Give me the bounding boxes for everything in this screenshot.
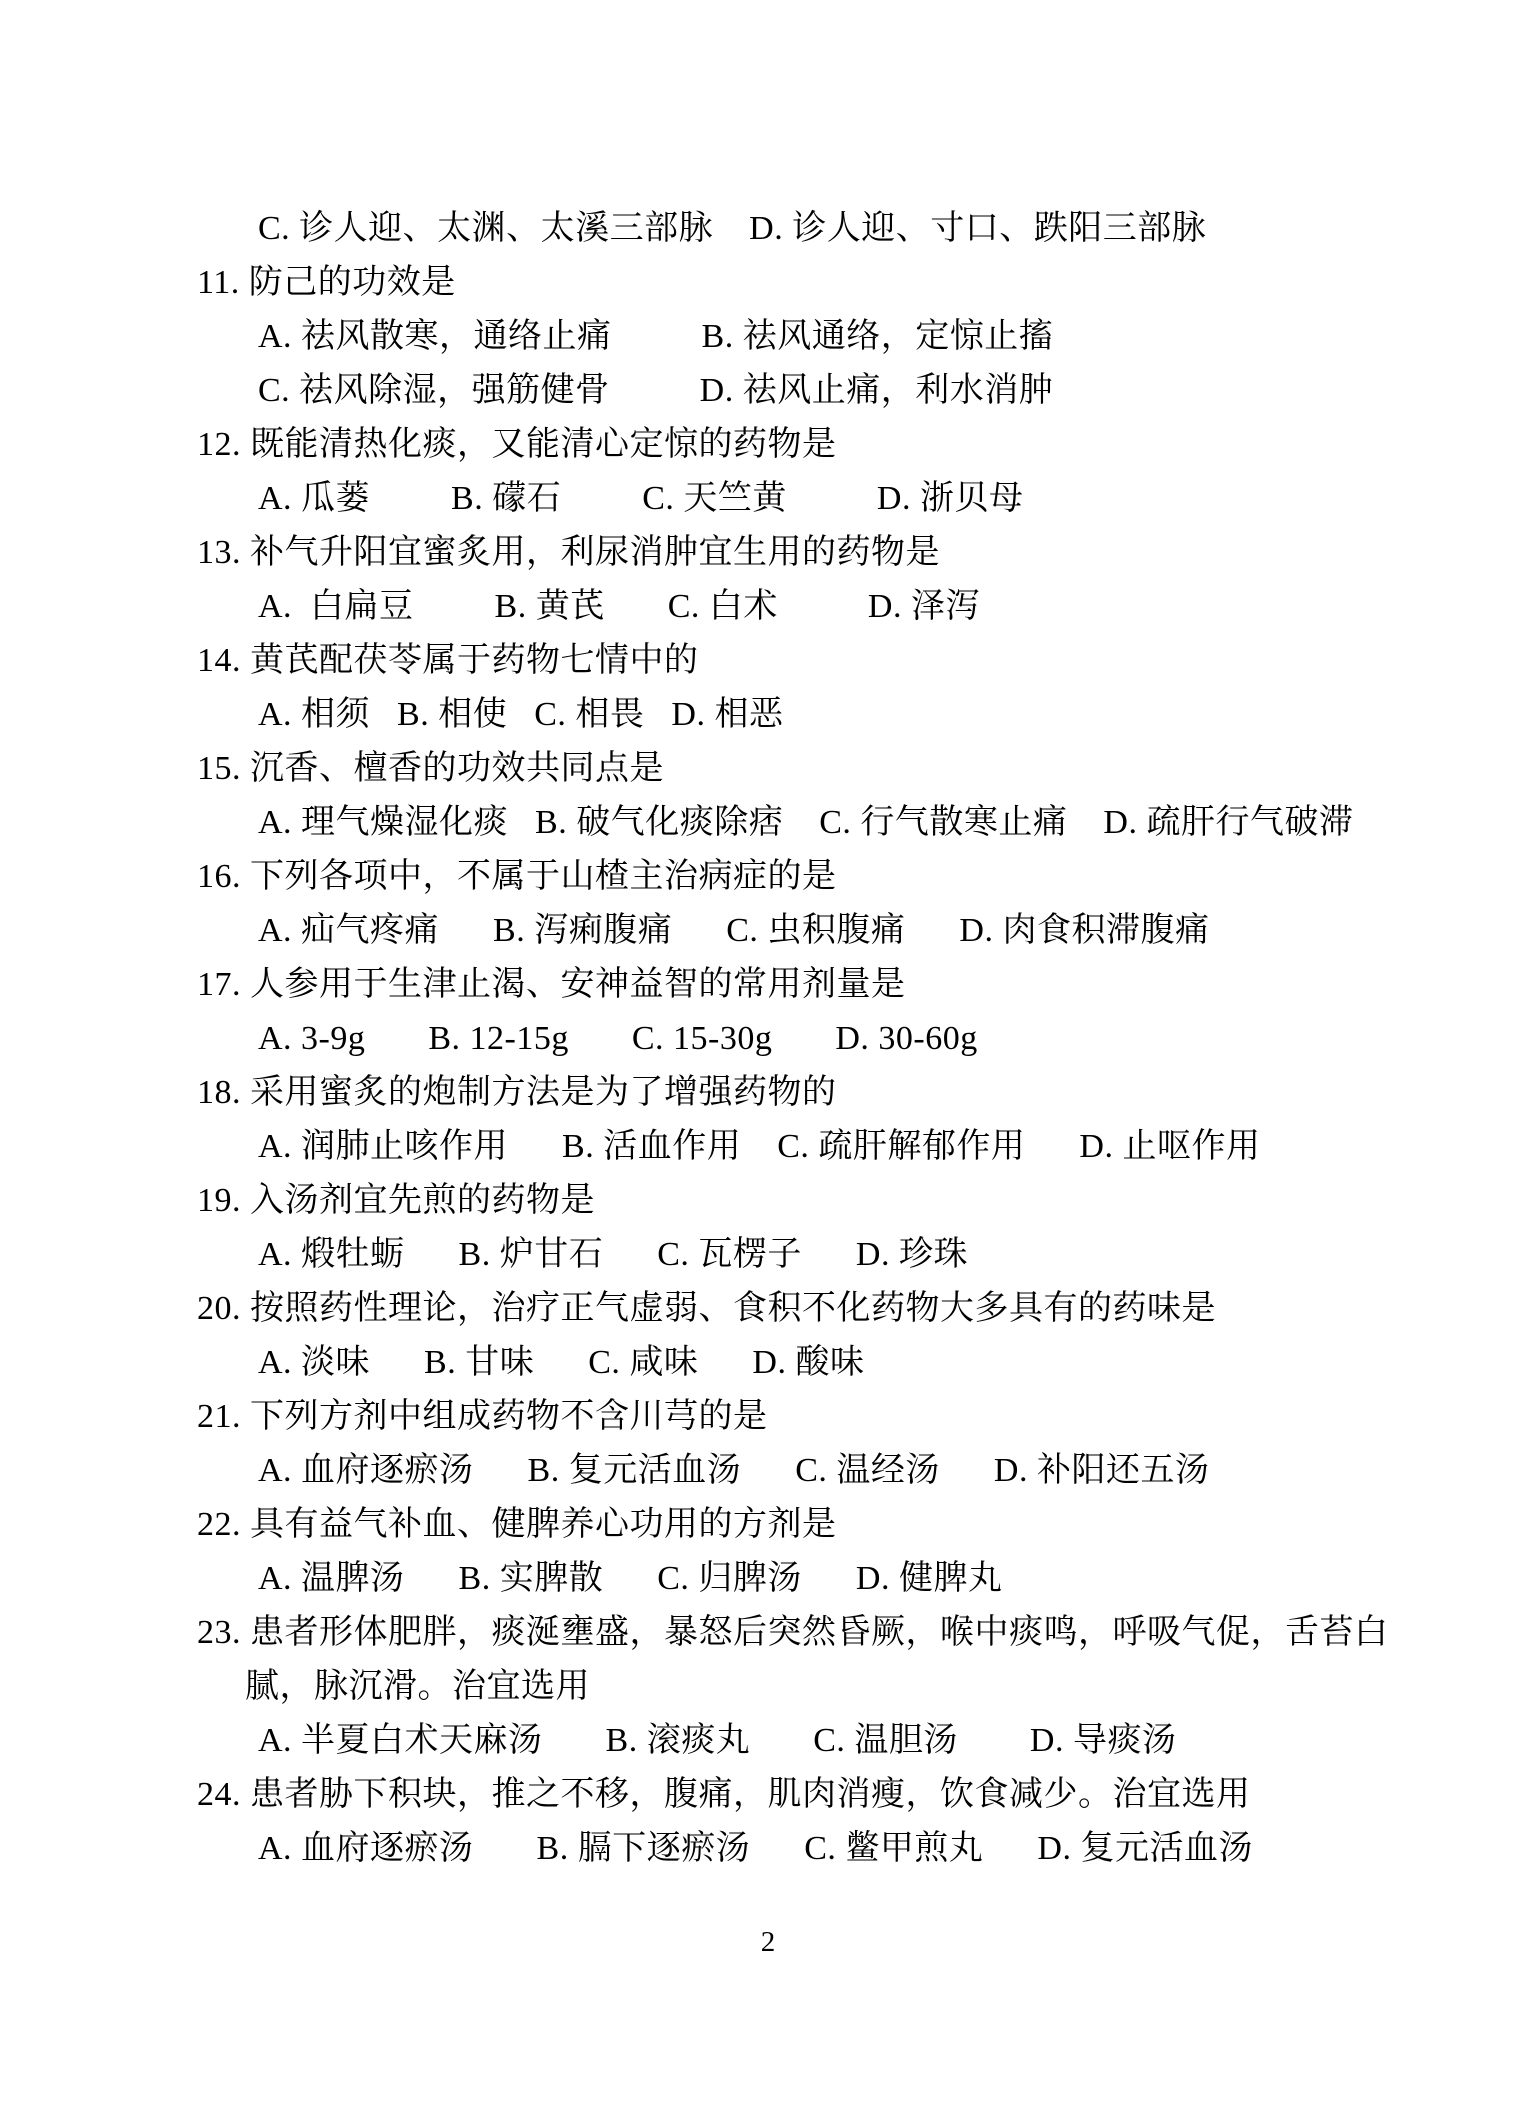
question-17-stem: 17. 人参用于生津止渴、安神益智的常用剂量是 — [197, 966, 906, 1003]
question-21-stem: 21. 下列方剂中组成药物不含川芎的是 — [197, 1398, 768, 1435]
q19-options: A. 煅牡蛎 B. 炉甘石 C. 瓦楞子 D. 珍珠 — [258, 1236, 968, 1273]
q14-options: A. 相须 B. 相使 C. 相畏 D. 相恶 — [258, 696, 784, 733]
question-19-stem: 19. 入汤剂宜先煎的药物是 — [197, 1182, 595, 1219]
q17-options: A. 3-9g B. 12-15g C. 15-30g D. 30-60g — [258, 1020, 978, 1057]
q20-options: A. 淡味 B. 甘味 C. 咸味 D. 酸味 — [258, 1344, 865, 1381]
question-15-stem: 15. 沉香、檀香的功效共同点是 — [197, 750, 664, 787]
question-23-stem-continuation: 腻，脉沉滑。治宜选用 — [245, 1668, 590, 1705]
exam-body — [0, 202, 1536, 1876]
question-11-stem: 11. 防己的功效是 — [197, 264, 456, 301]
question-18-stem: 18. 采用蜜炙的炮制方法是为了增强药物的 — [197, 1074, 837, 1111]
q24-options: A. 血府逐瘀汤 B. 膈下逐瘀汤 C. 鳖甲煎丸 D. 复元活血汤 — [258, 1830, 1253, 1867]
question-13-stem: 13. 补气升阳宜蜜炙用，利尿消肿宜生用的药物是 — [197, 534, 940, 571]
q16-options: A. 疝气疼痛 B. 泻痢腹痛 C. 虫积腹痛 D. 肉食积滞腹痛 — [258, 912, 1210, 949]
question-20-stem: 20. 按照药性理论，治疗正气虚弱、食积不化药物大多具有的药味是 — [197, 1290, 1216, 1327]
question-23-stem: 23. 患者形体肥胖，痰涎壅盛，暴怒后突然昏厥，喉中痰鸣，呼吸气促，舌苔白 — [197, 1614, 1389, 1651]
q10-options-cd: C. 诊人迎、太渊、太溪三部脉 D. 诊人迎、寸口、跌阳三部脉 — [258, 210, 1207, 247]
q18-options: A. 润肺止咳作用 B. 活血作用 C. 疏肝解郁作用 D. 止呕作用 — [258, 1128, 1261, 1165]
q11-options-cd: C. 祛风除湿，强筋健骨 D. 祛风止痛，利水消肿 — [258, 372, 1054, 409]
q13-options: A. 白扁豆 B. 黄芪 C. 白术 D. 泽泻 — [258, 588, 980, 625]
q21-options: A. 血府逐瘀汤 B. 复元活血汤 C. 温经汤 D. 补阳还五汤 — [258, 1452, 1210, 1489]
question-24-stem: 24. 患者胁下积块，推之不移，腹痛，肌肉消瘦，饮食减少。治宜选用 — [197, 1776, 1251, 1813]
question-16-stem: 16. 下列各项中，不属于山楂主治病症的是 — [197, 858, 837, 895]
q23-options: A. 半夏白术天麻汤 B. 滚痰丸 C. 温胆汤 D. 导痰汤 — [258, 1722, 1177, 1759]
q22-options: A. 温脾汤 B. 实脾散 C. 归脾汤 D. 健脾丸 — [258, 1560, 1003, 1597]
q11-options-ab: A. 祛风散寒，通络止痛 B. 祛风通络，定惊止搐 — [258, 318, 1054, 355]
q12-options: A. 瓜蒌 B. 礞石 C. 天竺黄 D. 浙贝母 — [258, 480, 1024, 517]
question-12-stem: 12. 既能清热化痰，又能清心定惊的药物是 — [197, 426, 837, 463]
question-22-stem: 22. 具有益气补血、健脾养心功用的方剂是 — [197, 1506, 837, 1543]
q15-options: A. 理气燥湿化痰 B. 破气化痰除痞 C. 行气散寒止痛 D. 疏肝行气破滞 — [258, 804, 1354, 841]
page-number: 2 — [760, 1926, 776, 1958]
question-14-stem: 14. 黄芪配茯苓属于药物七情中的 — [197, 642, 699, 679]
